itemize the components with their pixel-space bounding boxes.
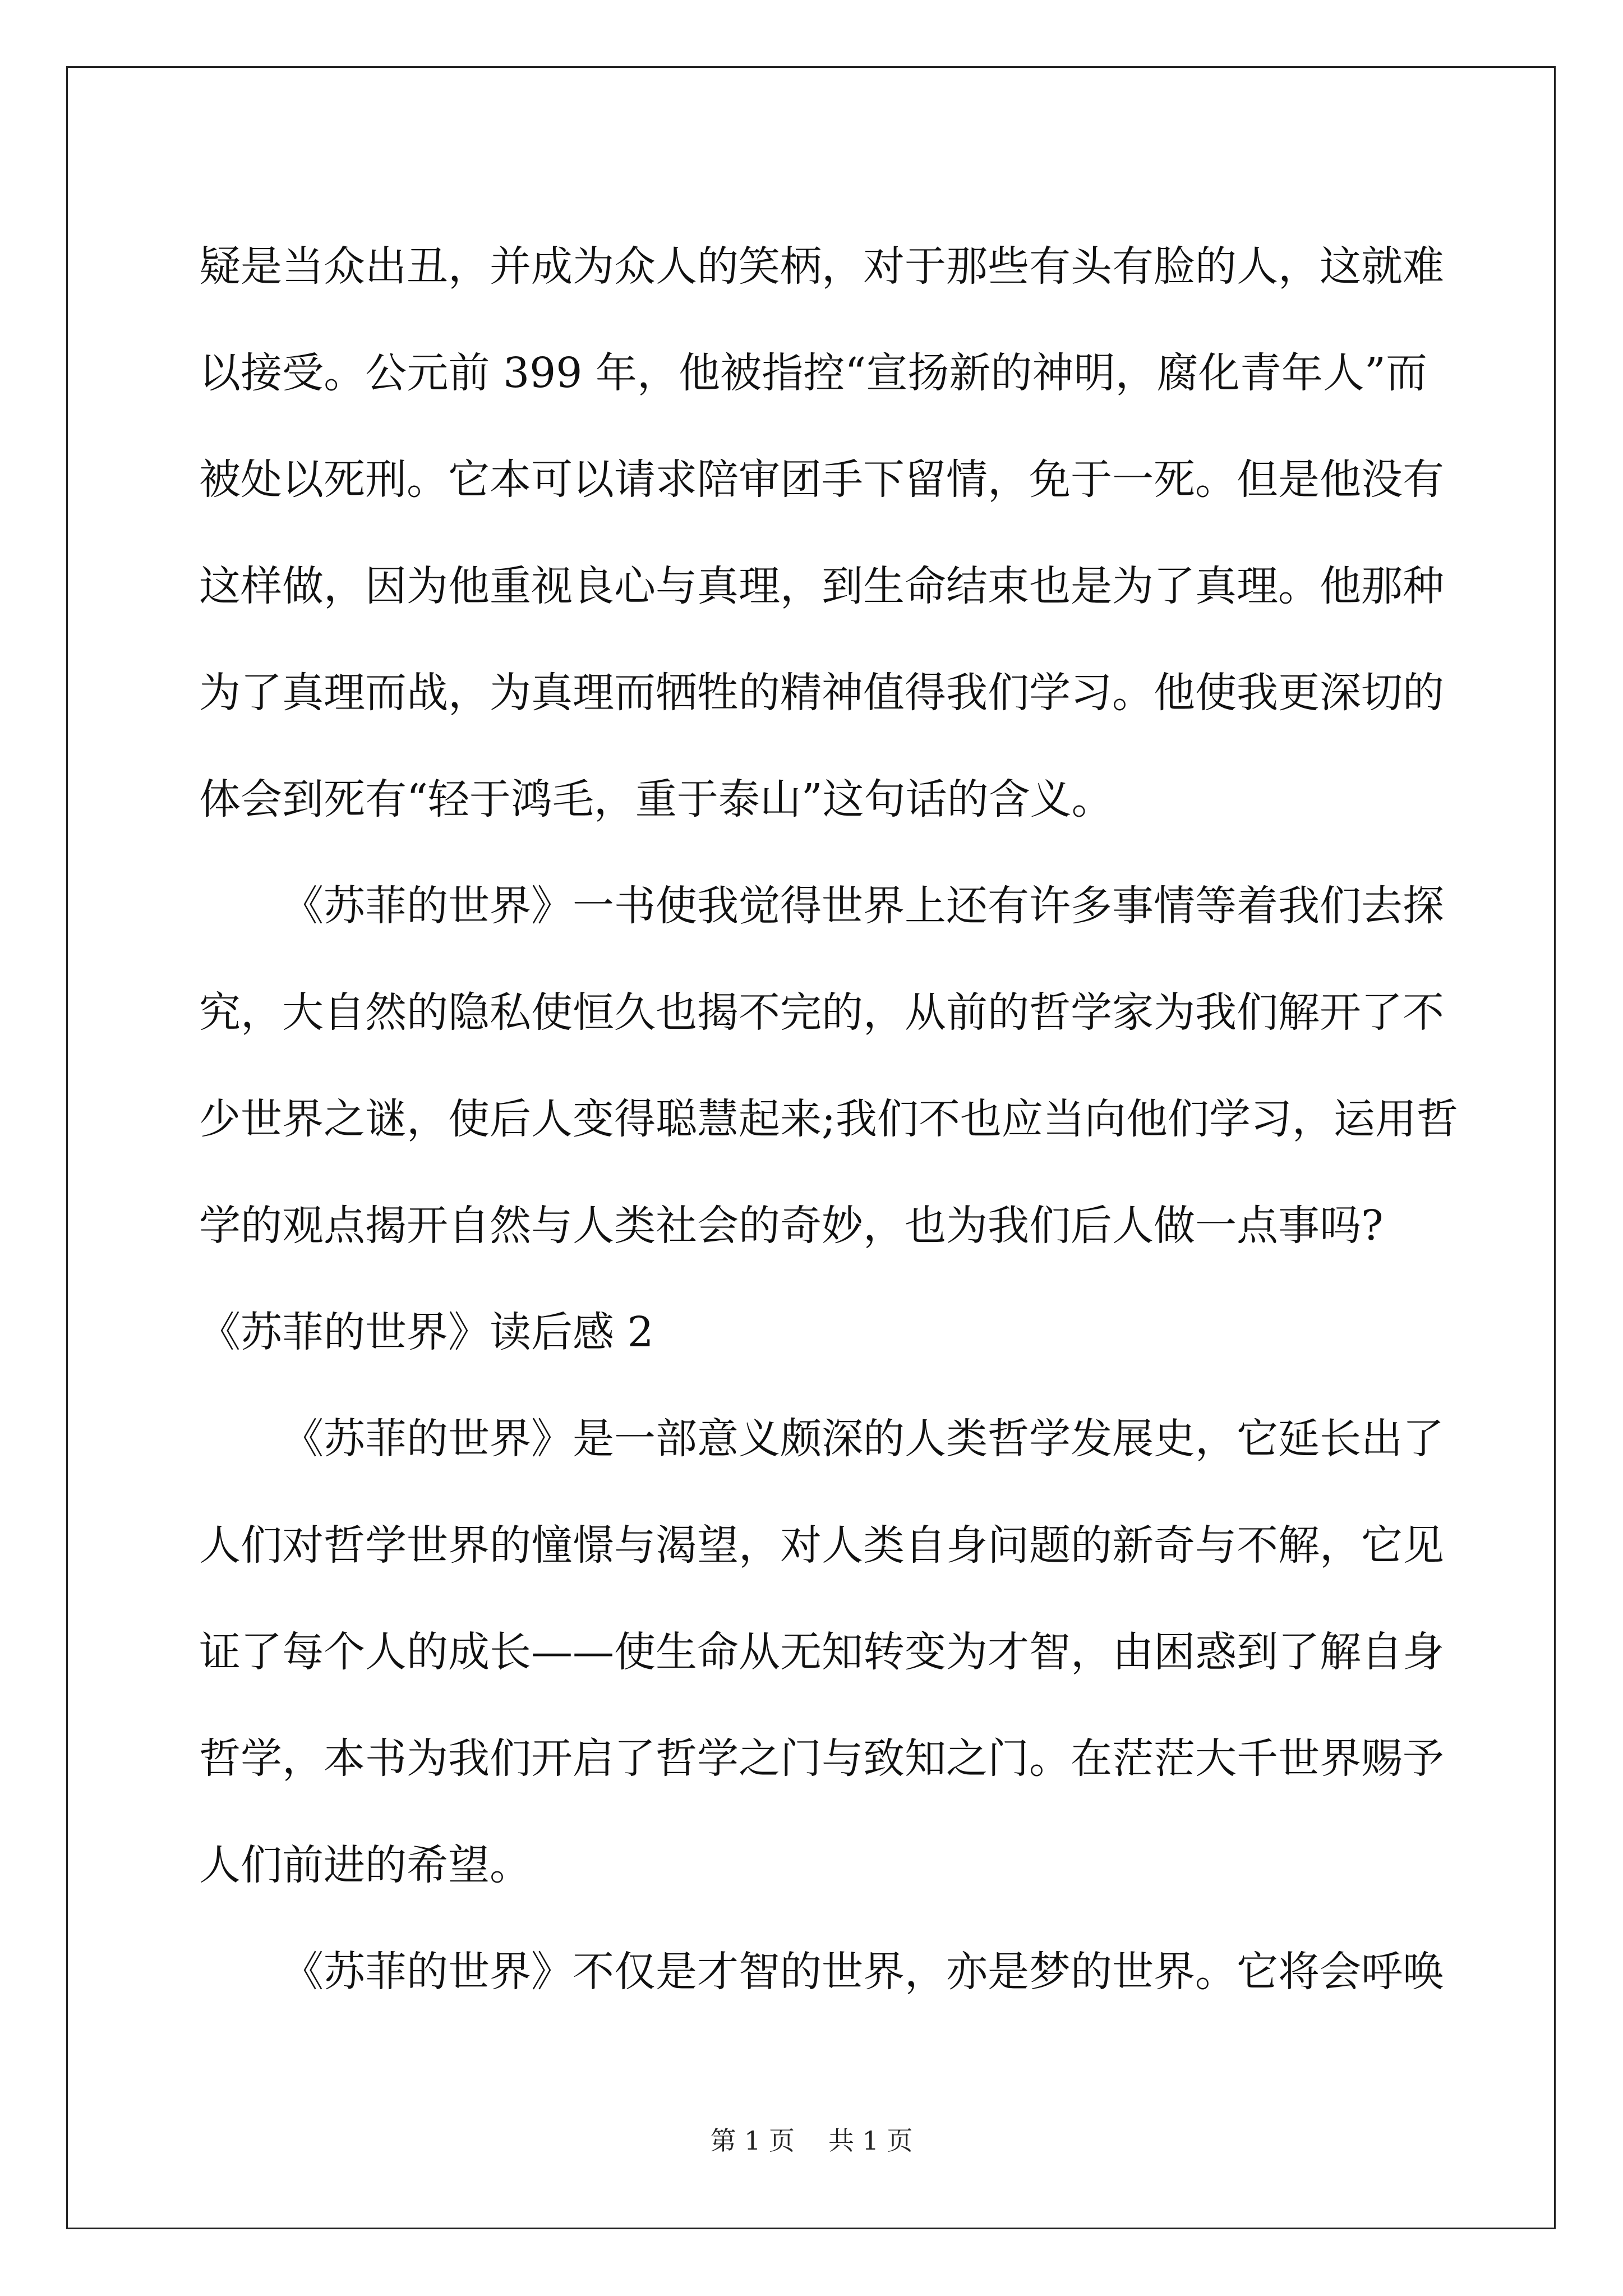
text-line: 学的观点揭开自然与人类社会的奇妙，也为我们后人做一点事吗?	[199, 1202, 1384, 1250]
text-line: 为了真理而战，为真理而牺牲的精神值得我们学习。他使我更深切的	[199, 669, 1444, 717]
page-number: 第 1 页	[710, 2125, 795, 2156]
text-line: 疑是当众出丑，并成为众人的笑柄，对于那些有头有脸的人，这就难	[199, 242, 1444, 291]
document-body	[199, 213, 1458, 2025]
paragraph-start-line: 《苏菲的世界》不仅是才智的世界，亦是梦的世界。它将会呼唤	[282, 1948, 1444, 1996]
text-line: 究，大自然的隐私使恒久也揭不完的，从前的哲学家为我们解开了不	[199, 988, 1444, 1037]
text-line: 哲学，本书为我们开启了哲学之门与致知之门。在茫茫大千世界赐予	[199, 1734, 1444, 1783]
text-line: 以接受。公元前 399 年，他被指控“宣扬新的神明，腐化青年人”而	[199, 349, 1427, 397]
text-line: 被处以死刑。它本可以请求陪审团手下留情，免于一死。但是他没有	[199, 455, 1444, 504]
page-total: 共 1 页	[828, 2125, 913, 2156]
text-line: 人们对哲学世界的憧憬与渴望，对人类自身问题的新奇与不解，它见	[199, 1521, 1444, 1570]
paragraph-start-line: 《苏菲的世界》一书使我觉得世界上还有许多事情等着我们去探	[282, 882, 1444, 930]
page-footer	[0, 2120, 1623, 2157]
text-line: 体会到死有“轻于鸿毛，重于泰山”这句话的含义。	[199, 775, 1113, 823]
text-line: 证了每个人的成长——使生命从无知转变为才智，由困惑到了解自身	[199, 1628, 1444, 1676]
text-line: 少世界之谜，使后人变得聪慧起来;我们不也应当向他们学习，运用哲	[199, 1095, 1458, 1143]
text-line: 这样做，因为他重视良心与真理，到生命结束也是为了真理。他那种	[199, 562, 1444, 610]
text-line: 人们前进的希望。	[199, 1841, 531, 1889]
paragraph-start-line: 《苏菲的世界》是一部意义颇深的人类哲学发展史，它延长出了	[282, 1415, 1444, 1463]
section-heading: 《苏菲的世界》读后感 2	[199, 1308, 654, 1356]
